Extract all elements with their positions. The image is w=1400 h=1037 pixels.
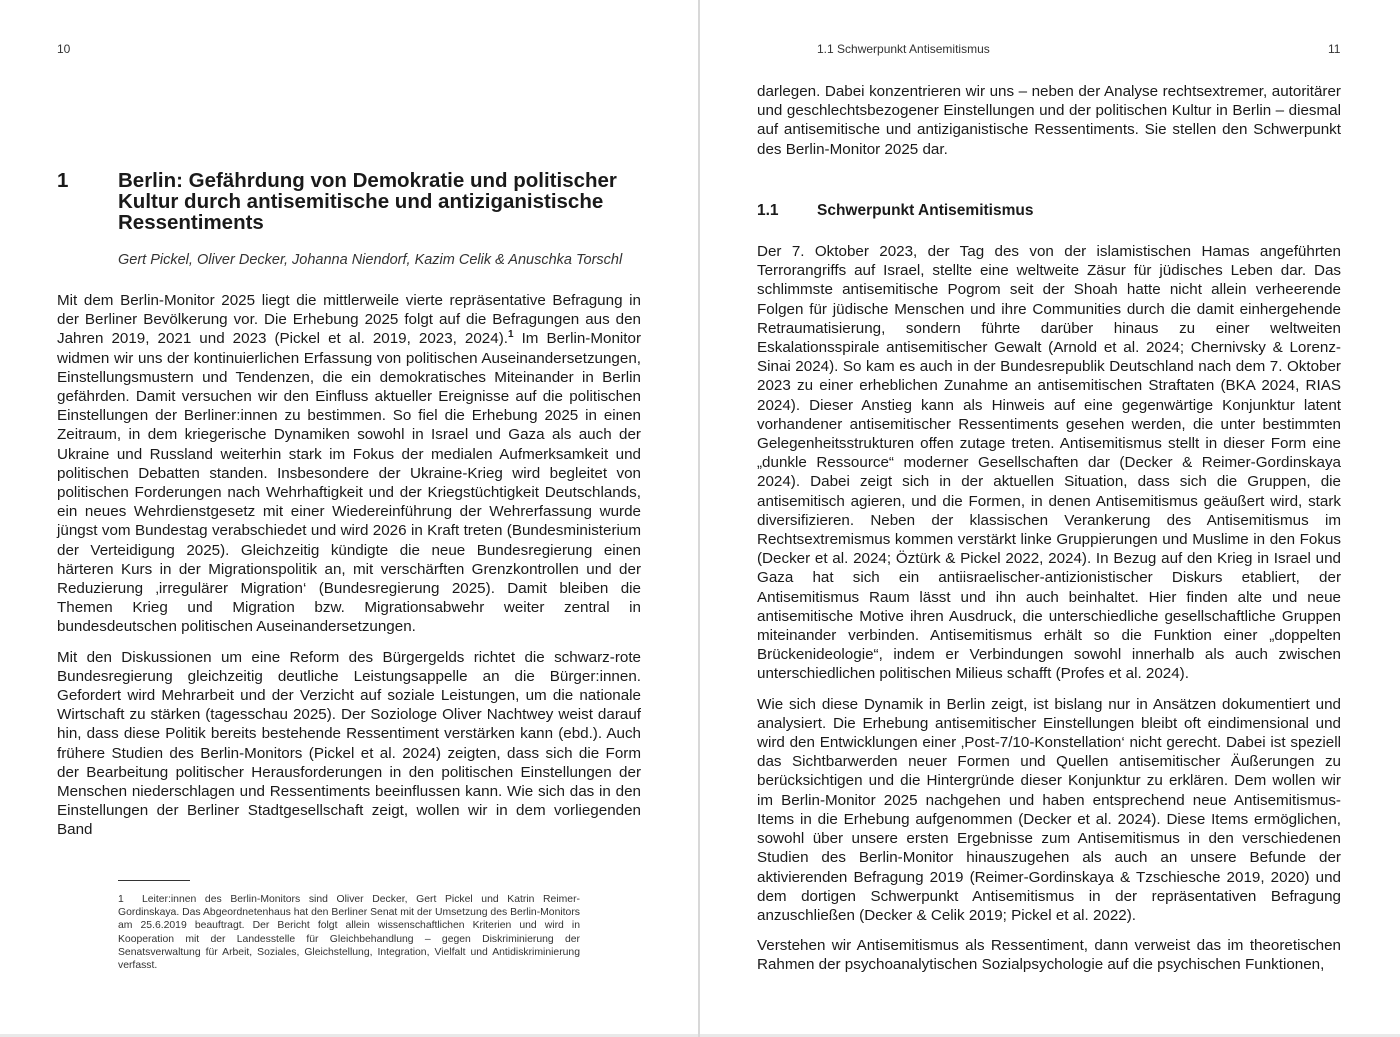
left-paragraph-2: Mit den Diskussionen um eine Reform des Bürgergelds richtet die schwarz-rote Bundesregierung gleichzeitig deutliche Leistungsappelle an die Bürger:innen. Gefordert wird Mehrarbeit und der Verzicht auf soziale Leistungen, um die nationale Wirtschaft zu stärken (tagesschau 2025). Der Soziologe Oliver Nachtwey weist darauf hin, dass diese Politik bereits bestehende Ressentiment verstärken kann (ebd.). Auch frühere Studien des Berlin-Monitors (Pickel et al. 2024) zeigten, dass sich die Form der Bearbeitung politischer Herausforderungen in den politischen Einstellungen der Menschen niederschlagen und Ressentiments beeinflussen kann. Wie sich das in den Einstellungen der Berliner Stadtgesellschaft zeigt, wollen wir in dem vorliegenden Band	[57, 648, 641, 839]
footnote-number: 1	[118, 894, 124, 905]
right-paragraph-3: Verstehen wir Antisemitismus als Ressentiment, dann verweist das im theoretischen Rahmen der psychoanalytischen Sozialpsychologie auf die psychischen Funktionen,	[757, 937, 1341, 974]
footnote-marker[interactable]: 1	[507, 329, 514, 341]
chapter-title: Berlin: Gefährdung von Demokratie und politischer Kultur durch antisemitische und antiziganistische Ressentiments	[118, 169, 617, 234]
footnote-divider	[118, 880, 190, 881]
chapter-number: 1	[57, 169, 69, 192]
left-paragraph-1-part-b: Im Berlin-Monitor widmen wir uns der kontinuierlichen Erfassung von politischen Auseinandersetzungen, Einstellungsmustern und Tendenzen, die ein demokratisches Miteinander in Berlin gefährden. Damit versuchen wir den Einfluss aktueller Ereignisse auf die politischen Einstellungen der Berliner:innen zu bestimmen. So fiel die Erhebung 2025 in einen Zeitraum, in dem kriegerische Dynamiken sowohl in Israel und Gaza als auch der Ukraine und Russland weiterhin stark im Fokus der medialen Aufmerksamkeit und politischen Debatten standen. Insbesondere der Ukraine-Krieg wird begleitet von politischen Forderungen nach Wehrhaftigkeit und der Kriegstüchtigkeit Deutschlands, ein neues Wehrdienstgesetz mit einer Wiedereinführung der Wehrerfassung wurde jüngst vom Bundestag verabschiedet und wird 2026 in Kraft treten (Bundesministerium der Verteidigung 2025). Gleichzeitig kündigte die neue Bundesregierung einen härteren Kurs in der Migrationspolitik an, mit verschärften Grenzkontrollen und der Reduzierung ‚irregulärer Migration‘ (Bundesregierung 2025). Damit bleiben die Themen Krieg und Migration bzw. Migrationsabwehr weiter zentral in bundesdeutschen politischen Auseinandersetzungen.	[57, 330, 642, 636]
section-title: Schwerpunkt Antisemitismus	[817, 202, 1034, 219]
page-number-right: 11	[1328, 42, 1341, 56]
page-number-left: 10	[57, 42, 71, 56]
right-page	[700, 0, 1400, 1034]
section-heading	[757, 202, 1341, 220]
section-number: 1.1	[757, 202, 779, 219]
footnote	[118, 893, 580, 972]
right-paragraph-2: Wie sich diese Dynamik in Berlin zeigt, ist bislang nur in Ansätzen dokumentiert und analysiert. Die Erhebung antisemitischer Einstellungen bleibt oft eindimensional und wird den Entwicklungen einer ‚Post-7/10-Konstellation‘ nicht gerecht. Dabei ist speziell das Sichtbarwerden neuer Formen und Quellen antisemitischer Äußerungen zu berücksichtigen und die Hintergründe dieser Konjunktur zu erklären. Dem wollen wir im Berlin-Monitor 2025 nachgehen und haben entsprechend neue Antisemitismus-Items in die Erhebung aufgenommen (Decker et al. 2024). Diese Items ermöglichen, sowohl über unsere ersten Ergebnisse zum Antisemitismus in den verschiedenen Studien des Berlin-Monitor hinauszugehen als auch an unsere Befunde der aktivierenden Befragung 2019 (Reimer-Gordinskaya & Tzschiesche 2019, 2020) und dem dortigen Schwerpunkt Antisemitismus in der repräsentativen Befragung anzuschließen (Decker & Celik 2019; Pickel et al. 2022).	[757, 695, 1341, 924]
right-body-text-top	[757, 82, 1341, 170]
right-body-text	[757, 242, 1341, 986]
left-paragraph-1	[57, 291, 641, 637]
left-paragraph-1-part-a: Mit dem Berlin-Monitor 2025 liegt die mittlerweile vierte repräsentative Befragung in der Berliner Bevölkerung vor. Die Erhebung 2025 folgt auf die Befragungen aus den Jahren 2019, 2021 und 2023 (Pickel et al. 2019, 2023, 2024).	[57, 292, 641, 348]
left-body-text	[57, 291, 641, 851]
right-paragraph-top: darlegen. Dabei konzentrieren wir uns – neben der Analyse rechtsextremer, autoritärer und geschlechtsbezogener Einstellungen und der politischen Kultur in Berlin – diesmal auf antisemitische und antiziganistische Ressentiments. Sie stellen den Schwerpunkt des Berlin-Monitor 2025 dar.	[757, 83, 1341, 158]
authors: Gert Pickel, Oliver Decker, Johanna Niendorf, Kazim Celik & Anuschka Torschl	[118, 252, 623, 268]
left-page	[0, 0, 698, 1034]
chapter-heading	[57, 170, 657, 233]
running-header: 1.1 Schwerpunkt Antisemitismus	[817, 42, 990, 56]
right-paragraph-1: Der 7. Oktober 2023, der Tag des von der islamistischen Hamas angeführten Terrorangriffs auf Israel, stellte eine weltweite Zäsur für jüdisches Leben dar. Das schlimmste antisemitische Pogrom seit der Shoah hatte nicht allein verheerende Folgen für jüdische Menschen und ihre Communities durch die damit einhergehende Retraumatisierung, sondern führte darüber hinaus zu einer weltweiten Eskalationsspirale antisemitischer Gewalt (Arnold et al. 2024; Chernivsky & Lorenz-Sinai 2024). So kam es auch in der Bundesrepublik Deutschland nach dem 7. Oktober 2023 zu einer erheblichen Zunahme an antisemitischen Straftaten (BKA 2024, RIAS 2024). Dieser Anstieg kann als Hinweis auf eine gegenwärtige Konjunktur latent vorhandener antisemitischer Ressentiments gesehen werden, die unter bestimmten Gelegenheitsstrukturen offen zutage treten. Antisemitismus stellt in dieser Form eine „dunkle Ressource“ moderner Gesellschaften dar (Decker & Reimer-Gordinskaya 2024). Dabei zeigt sich in der aktuellen Situation, dass sich die Gruppen, die antisemitisch agieren, und die Formen, in denen Antisemitismus geäußert wird, stark diversifizieren. Neben der klassischen Verankerung des Antisemitismus im Rechtsextremismus kommen verstärkt linke Gruppierungen und Muslime in den Fokus (Decker et al. 2024; Öztürk & Pickel 2022, 2024). In Bezug auf den Krieg in Israel und Gaza hat sich ein antiisraelischer-antizionistischer Diskurs etabliert, der Antisemitismus Raum lässt und ihn auch beinhaltet. Hier finden alte und neue antisemitische Motive ihren Ausdruck, die unterschiedliche gesellschaftliche Gruppen miteinander verbinden. Antisemitismus erhält so die Funktion einer „doppelten Brückenideologie“, indem er Verbindungen sowohl innerhalb als auch zwischen unterschiedlichen politischen Milieus schafft (Profes et al. 2024).	[757, 243, 1341, 683]
footnote-text: Leiter:innen des Berlin-Monitors sind Oliver Decker, Gert Pickel und Katrin Reimer-Gordinskaya. Das Abgeordnetenhaus hat den Berliner Senat mit der Umsetzung des Berlin-Monitors am 25.6.2019 beauftragt. Der Bericht folgt allein wissenschaftlichen Kriterien und wird in Kooperation mit der Landesstelle für Gleichbehandlung – gegen Diskriminierung der Senatsverwaltung für Arbeit, Soziales, Gleichstellung, Integration, Vielfalt und Antidiskriminierung verfasst.	[118, 894, 580, 972]
